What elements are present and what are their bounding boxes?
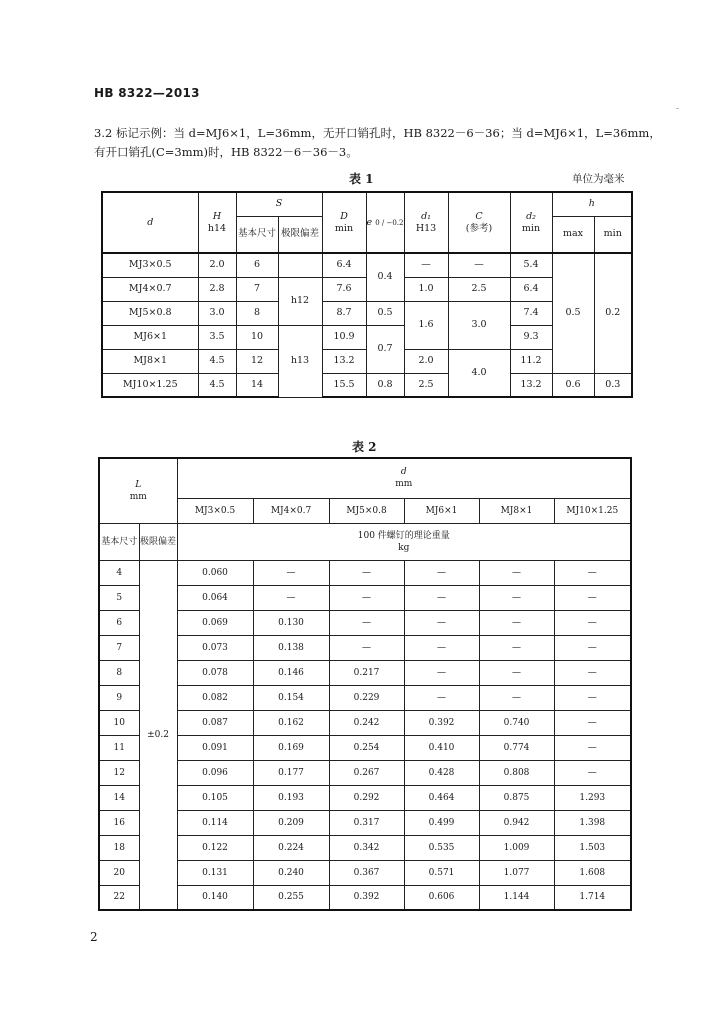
t2-cell-weight: 0.209 [253, 810, 329, 835]
t2-cell-weight: 0.242 [329, 710, 404, 735]
t1-cell-S: 14 [236, 373, 278, 397]
t1-cell-h-max: 0.6 [552, 373, 594, 397]
t2-cell-weight: 0.229 [329, 685, 404, 710]
t2-cell-weight: 0.571 [404, 860, 479, 885]
t1-cell-D: 15.5 [322, 373, 366, 397]
t1-cell-S-limit: h13 [278, 325, 322, 397]
table-row [99, 685, 631, 710]
t2-cell-weight: 0.254 [329, 735, 404, 760]
table-row [99, 585, 631, 610]
table-row [99, 860, 631, 885]
page-number: 2 [90, 930, 98, 944]
t1-cell-e: 0.8 [366, 373, 404, 397]
t1-head-d1: d₁ H13 [404, 192, 448, 253]
t1-cell-C: 3.0 [448, 301, 510, 349]
t2-cell-weight: 1.608 [554, 860, 631, 885]
t2-cell-weight: 0.606 [404, 885, 479, 910]
margin-mark [676, 108, 679, 109]
table-row [99, 610, 631, 635]
t2-cell-weight: 0.193 [253, 785, 329, 810]
t2-col-mj10: MJ10×1.25 [554, 498, 631, 523]
t1-cell-e: 0.7 [366, 325, 404, 373]
t2-cell-tolerance: ±0.2 [139, 560, 177, 910]
t1-cell-C: — [448, 253, 510, 277]
t1-cell-d2: 9.3 [510, 325, 552, 349]
t1-head-C: C (参考) [448, 192, 510, 253]
t2-cell-length: 12 [99, 760, 139, 785]
t1-head-e: e 0 / −0.2 [366, 192, 404, 253]
t2-cell-weight: 0.367 [329, 860, 404, 885]
t1-cell-d: MJ6×1 [102, 325, 198, 349]
t1-cell-H: 4.5 [198, 373, 236, 397]
table-row [99, 560, 631, 585]
t1-head-d: d [102, 192, 198, 253]
t1-cell-d: MJ5×0.8 [102, 301, 198, 325]
t2-col-mj3: MJ3×0.5 [177, 498, 253, 523]
t2-cell-length: 4 [99, 560, 139, 585]
t2-cell-weight: — [554, 710, 631, 735]
t2-cell-weight: 0.169 [253, 735, 329, 760]
t2-cell-weight: 0.292 [329, 785, 404, 810]
table-row [99, 760, 631, 785]
t2-cell-length: 9 [99, 685, 139, 710]
t2-cell-length: 20 [99, 860, 139, 885]
t1-cell-e: 0.5 [366, 301, 404, 325]
t2-cell-weight: — [479, 610, 554, 635]
t1-cell-H: 2.0 [198, 253, 236, 277]
t1-cell-S: 7 [236, 277, 278, 301]
unit-note: 单位为毫米 [572, 173, 625, 185]
table-row [99, 660, 631, 685]
t2-cell-weight: 1.503 [554, 835, 631, 860]
t2-cell-weight: 0.073 [177, 635, 253, 660]
t1-cell-d2: 13.2 [510, 373, 552, 397]
t1-cell-d: MJ3×0.5 [102, 253, 198, 277]
t2-cell-weight: — [554, 610, 631, 635]
t2-cell-length: 7 [99, 635, 139, 660]
t2-cell-weight: 1.293 [554, 785, 631, 810]
t2-cell-weight: 0.105 [177, 785, 253, 810]
t2-cell-weight: 0.392 [329, 885, 404, 910]
t1-cell-d: MJ10×1.25 [102, 373, 198, 397]
t2-cell-weight: — [329, 635, 404, 660]
t2-cell-weight: — [404, 560, 479, 585]
t2-cell-weight: 0.091 [177, 735, 253, 760]
t2-cell-weight: 1.077 [479, 860, 554, 885]
t1-head-H: H h14 [198, 192, 236, 253]
t1-cell-d1: 2.0 [404, 349, 448, 373]
t1-cell-D: 13.2 [322, 349, 366, 373]
t1-cell-d: MJ4×0.7 [102, 277, 198, 301]
t2-cell-weight: 0.942 [479, 810, 554, 835]
t1-cell-d1: 2.5 [404, 373, 448, 397]
t1-cell-D: 10.9 [322, 325, 366, 349]
table-row [99, 735, 631, 760]
t1-cell-S: 10 [236, 325, 278, 349]
t2-cell-weight: 0.140 [177, 885, 253, 910]
t2-cell-weight: — [554, 635, 631, 660]
table-row [99, 885, 631, 910]
t1-cell-S-limit: h12 [278, 277, 322, 325]
t2-cell-weight: 0.224 [253, 835, 329, 860]
t2-cell-weight: 0.217 [329, 660, 404, 685]
clause-3-2-line2: 有开口销孔(C=3mm)时，HB 8322－6－36－3。 [94, 145, 358, 159]
t1-head-S: S [236, 192, 322, 216]
t2-cell-weight: 0.740 [479, 710, 554, 735]
t2-cell-weight: 0.096 [177, 760, 253, 785]
t2-cell-weight: — [479, 560, 554, 585]
t2-cell-weight: 0.114 [177, 810, 253, 835]
table-row [99, 810, 631, 835]
t2-cell-weight: — [404, 685, 479, 710]
t1-cell-d2: 7.4 [510, 301, 552, 325]
t2-cell-weight: 0.499 [404, 810, 479, 835]
t2-cell-weight: 0.162 [253, 710, 329, 735]
t2-cell-weight: 0.464 [404, 785, 479, 810]
document-code: HB 8322—2013 [94, 86, 200, 100]
table-row [99, 785, 631, 810]
table-row [99, 710, 631, 735]
t1-cell-h-max: 0.5 [552, 253, 594, 373]
t2-cell-weight: — [253, 560, 329, 585]
t2-head-basic: 基本尺寸 [99, 523, 139, 560]
t2-cell-weight: — [404, 610, 479, 635]
t2-head-d: d mm [177, 458, 631, 498]
t1-cell-C: 4.0 [448, 349, 510, 397]
t2-cell-weight: — [329, 560, 404, 585]
t1-cell-d2: 6.4 [510, 277, 552, 301]
t2-cell-weight: 1.009 [479, 835, 554, 860]
t2-cell-weight: 0.392 [404, 710, 479, 735]
t2-col-mj5: MJ5×0.8 [329, 498, 404, 523]
t1-head-d2: d₂ min [510, 192, 552, 253]
t2-cell-weight: — [479, 585, 554, 610]
t2-cell-weight: — [554, 660, 631, 685]
t2-cell-weight: 0.267 [329, 760, 404, 785]
t1-cell-d2: 5.4 [510, 253, 552, 277]
t1-cell-d: MJ8×1 [102, 349, 198, 373]
t2-cell-weight: — [479, 660, 554, 685]
t2-cell-weight: 0.154 [253, 685, 329, 710]
t2-cell-weight: 0.138 [253, 635, 329, 660]
t2-col-mj6: MJ6×1 [404, 498, 479, 523]
table-row [99, 835, 631, 860]
t2-cell-weight: 0.130 [253, 610, 329, 635]
t2-cell-weight: 0.146 [253, 660, 329, 685]
clause-3-2-line1: 3.2 标记示例：当 d=MJ6×1，L=36mm，无开口销孔时，HB 8322－6－36；当 d=MJ6×1，L=36mm， [94, 126, 661, 140]
t1-cell-C: 2.5 [448, 277, 510, 301]
t2-cell-weight: — [554, 760, 631, 785]
t1-head-h: h [552, 192, 632, 216]
t2-cell-weight: 0.078 [177, 660, 253, 685]
t2-cell-weight: 0.428 [404, 760, 479, 785]
dimension-table [101, 191, 633, 398]
t2-cell-length: 10 [99, 710, 139, 735]
t1-head-D: D min [322, 192, 366, 253]
t2-cell-weight: — [329, 610, 404, 635]
t1-cell-H: 3.0 [198, 301, 236, 325]
t1-head-h-max: max [552, 216, 594, 253]
t2-head-limit: 极限偏差 [139, 523, 177, 560]
t2-cell-weight: — [404, 635, 479, 660]
t1-cell-d1: 1.6 [404, 301, 448, 349]
t2-cell-weight: 0.240 [253, 860, 329, 885]
t2-cell-weight: 1.714 [554, 885, 631, 910]
t2-cell-weight: — [554, 735, 631, 760]
t2-cell-weight: 0.317 [329, 810, 404, 835]
table-row [99, 635, 631, 660]
t2-cell-length: 5 [99, 585, 139, 610]
t2-cell-weight: 0.342 [329, 835, 404, 860]
t2-col-mj8: MJ8×1 [479, 498, 554, 523]
t1-cell-H: 3.5 [198, 325, 236, 349]
t1-cell-d2: 11.2 [510, 349, 552, 373]
t2-cell-length: 6 [99, 610, 139, 635]
t2-cell-weight: 0.255 [253, 885, 329, 910]
t2-cell-weight: — [253, 585, 329, 610]
t2-cell-weight: 0.535 [404, 835, 479, 860]
t2-cell-weight: 0.122 [177, 835, 253, 860]
t2-cell-weight: 1.144 [479, 885, 554, 910]
t1-cell-S: 6 [236, 253, 278, 277]
t1-cell-H: 2.8 [198, 277, 236, 301]
t2-cell-weight: 0.177 [253, 760, 329, 785]
t1-cell-h-min: 0.3 [594, 373, 632, 397]
t2-head-L: L mm [99, 458, 177, 523]
t1-cell-H: 4.5 [198, 349, 236, 373]
t2-col-mj4: MJ4×0.7 [253, 498, 329, 523]
t2-cell-weight: 0.774 [479, 735, 554, 760]
t2-cell-weight: 0.087 [177, 710, 253, 735]
t2-cell-weight: — [554, 685, 631, 710]
t1-head-S-limit: 极限偏差 [278, 216, 322, 253]
t2-cell-weight: — [479, 635, 554, 660]
t1-cell-h-min: 0.2 [594, 253, 632, 373]
t2-cell-weight: — [554, 585, 631, 610]
t2-cell-weight: 0.808 [479, 760, 554, 785]
t1-cell-S: 8 [236, 301, 278, 325]
t1-cell-D: 8.7 [322, 301, 366, 325]
t2-cell-weight: 0.082 [177, 685, 253, 710]
t2-cell-weight: 0.064 [177, 585, 253, 610]
t2-cell-weight: — [404, 585, 479, 610]
table2-caption: 表 2 [352, 440, 377, 454]
t1-cell-S-limit-blank [278, 253, 322, 277]
t2-cell-weight: 0.410 [404, 735, 479, 760]
t2-cell-length: 11 [99, 735, 139, 760]
t1-cell-d1: 1.0 [404, 277, 448, 301]
t2-cell-weight: — [329, 585, 404, 610]
t2-cell-weight: 0.875 [479, 785, 554, 810]
t2-head-weight: 100 件螺钉的理论重量 kg [177, 523, 631, 560]
t2-cell-weight: — [479, 685, 554, 710]
t2-cell-weight: 0.131 [177, 860, 253, 885]
t1-cell-D: 6.4 [322, 253, 366, 277]
t2-cell-weight: 1.398 [554, 810, 631, 835]
t2-cell-weight: — [404, 660, 479, 685]
t2-cell-weight: 0.069 [177, 610, 253, 635]
t2-cell-weight: 0.060 [177, 560, 253, 585]
t1-cell-D: 7.6 [322, 277, 366, 301]
t1-head-S-basic: 基本尺寸 [236, 216, 278, 253]
t2-cell-length: 16 [99, 810, 139, 835]
t1-cell-S: 12 [236, 349, 278, 373]
t1-head-h-min: min [594, 216, 632, 253]
weight-table [98, 457, 632, 911]
t2-cell-length: 18 [99, 835, 139, 860]
table1-caption: 表 1 [349, 172, 374, 186]
t2-cell-length: 14 [99, 785, 139, 810]
t2-cell-length: 22 [99, 885, 139, 910]
t2-cell-weight: — [554, 560, 631, 585]
t1-cell-e: 0.4 [366, 253, 404, 301]
t1-cell-d1: — [404, 253, 448, 277]
t2-cell-length: 8 [99, 660, 139, 685]
